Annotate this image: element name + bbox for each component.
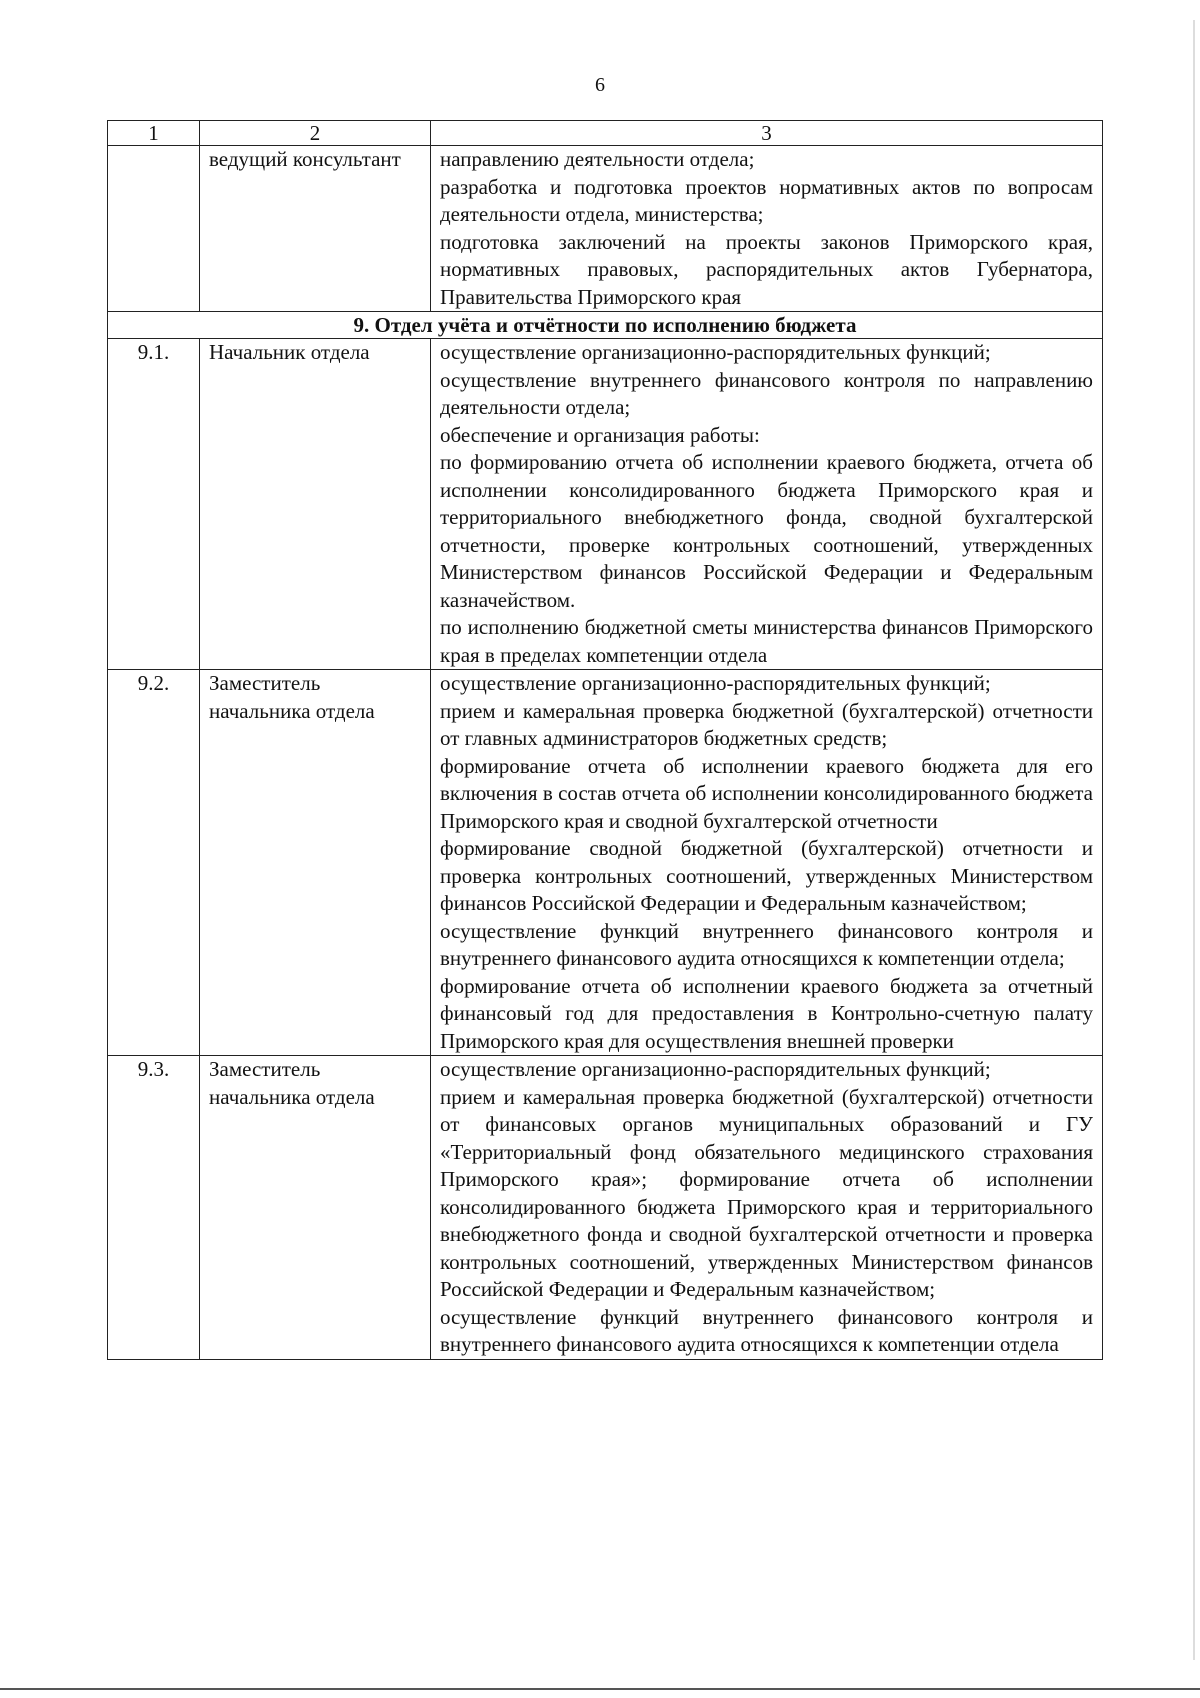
duties-list (440, 670, 1093, 1055)
section-title: 9. Отдел учёта и отчётности по исполнению бюджета (108, 312, 1103, 339)
page-number: 6 (595, 74, 605, 96)
duty-item: осуществление организационно-распорядительных функций; (440, 1057, 991, 1081)
row-number: 9.1. (108, 339, 200, 670)
duty-item: прием и камеральная проверка бюджетной (бухгалтерской) отчетности от финансовых органов муниципальных образований и ГУ «Территориальный фонд обязательного медицинского страхования Приморского края»; формирование отчета об исполнении консолидированного бюджета Приморского края и территориального внебюджетного фонда и сводной бухгалтерской отчетности и проверка контрольных соотношений, утвержденных Министерством финансов Российской Федерации и Федеральным казначейством; (440, 1084, 1093, 1301)
position-title: Заместитель начальника отдела (209, 671, 375, 723)
position-cell (200, 670, 431, 1056)
position-title: Начальник отдела (209, 340, 370, 364)
duty-item: осуществление внутреннего финансового контроля по направлению деятельности отдела; (440, 367, 1093, 419)
header-col-1: 1 (108, 121, 200, 146)
duty-item: осуществление функций внутреннего финансового контроля и внутреннего финансового аудита относящихся к компетенции отдела; (440, 918, 1093, 970)
duties-cell (431, 146, 1103, 312)
duty-item: формирование отчета об исполнении краевого бюджета за отчетный финансовый год для предоставления в Контрольно-счетную палату Приморского края для осуществления внешней проверки (440, 973, 1093, 1053)
table-row (108, 1056, 1103, 1360)
duties-cell (431, 339, 1103, 670)
duty-item: прием и камеральная проверка бюджетной (бухгалтерской) отчетности от главных администраторов бюджетных средств; (440, 698, 1093, 750)
duties-list (440, 146, 1093, 311)
duty-item: подготовка заключений на проекты законов Приморского края, нормативных правовых, распорядительных актов Губернатора, Правительства Приморского края (440, 229, 1093, 309)
table-header-row (108, 121, 1103, 146)
duty-item: осуществление функций внутреннего финансового контроля и внутреннего финансового аудита относящихся к компетенции отдела (440, 1304, 1093, 1356)
header-col-3: 3 (431, 121, 1103, 146)
duty-item: разработка и подготовка проектов нормативных актов по вопросам деятельности отдела, министерства; (440, 174, 1093, 226)
table-body (108, 121, 1103, 1360)
duty-item: по исполнению бюджетной сметы министерства финансов Приморского края в пределах компетенции отдела (440, 615, 1093, 667)
duty-item: осуществление организационно-распорядительных функций; (440, 340, 991, 364)
position-cell (200, 1056, 431, 1360)
section-row (108, 312, 1103, 339)
duty-item: по формированию отчета об исполнении краевого бюджета, отчета об исполнении консолидированного бюджета Приморского края и территориального внебюджетного фонда, сводной бухгалтерской отчетности, проверке контрольных соотношений, утвержденных Министерством финансов Российской Федерации и Федеральным казначейством. (440, 450, 1093, 612)
duty-item: формирование отчета об исполнении краевого бюджета для его включения в состав отчета об исполнении консолидированного бюджета Приморского края и сводной бухгалтерской отчетности (440, 753, 1093, 833)
position-title: ведущий консультант (209, 147, 401, 171)
row-number (108, 146, 200, 312)
table-row (108, 146, 1103, 312)
table-row (108, 339, 1103, 670)
header-col-2: 2 (200, 121, 431, 146)
row-number: 9.2. (108, 670, 200, 1056)
duty-item: осуществление организационно-распорядительных функций; (440, 671, 991, 695)
bottom-scan-rule (0, 1688, 1200, 1690)
duties-table (107, 120, 1103, 1360)
scan-edge-line (1193, 20, 1195, 1660)
duties-cell (431, 1056, 1103, 1360)
position-cell (200, 146, 431, 312)
position-cell (200, 339, 431, 670)
row-number: 9.3. (108, 1056, 200, 1360)
duty-item: формирование сводной бюджетной (бухгалтерской) отчетности и проверка контрольных соотношений, утвержденных Министерством финансов Российской Федерации и Федеральным казначейством; (440, 836, 1093, 915)
duties-cell (431, 670, 1103, 1056)
duties-list (440, 1056, 1093, 1359)
duty-item: направлению деятельности отдела; (440, 147, 755, 171)
table-row (108, 670, 1103, 1056)
duty-item: обеспечение и организация работы: (440, 422, 760, 447)
position-title: Заместитель начальника отдела (209, 1057, 375, 1109)
duties-list (440, 339, 1093, 669)
